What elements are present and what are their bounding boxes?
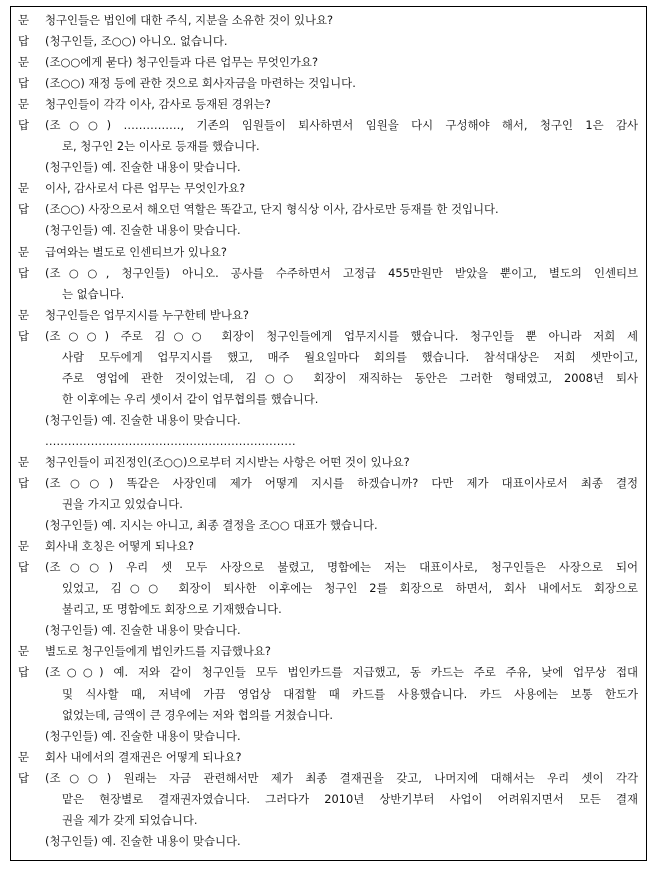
line-text: (조○○) 재정 등에 관한 것으로 회사자금을 마련하는 것입니다. (45, 76, 356, 91)
transcript-line (11, 536, 646, 557)
line-label: 답 (18, 560, 30, 575)
line-text: 별도로 청구인들에게 법인카드를 지급했나요? (45, 644, 271, 659)
transcript-line (11, 431, 646, 452)
transcript-line (11, 599, 646, 620)
transcript-line (11, 620, 646, 641)
transcript-line (11, 831, 646, 852)
transcript-line (11, 115, 646, 136)
transcript-line (11, 726, 646, 747)
line-text: (조○○) 우리 셋 모두 사장으로 불렸고, 명함에는 저는 대표이사로, 청구인들은 사장으로 되어 (45, 560, 638, 575)
line-text: 이사, 감사로서 다른 업무는 무엇인가요? (45, 181, 246, 196)
line-text: (청구인들, 조○○) 아니오. 없습니다. (45, 34, 228, 49)
transcript-line (11, 641, 646, 662)
line-label: 답 (18, 665, 30, 680)
transcript-line (11, 494, 646, 515)
line-text: 청구인들은 업무지시를 누구한테 받나요? (45, 307, 249, 322)
transcript-line (11, 368, 646, 389)
omission-dots: ………………………………………………………… (45, 433, 296, 448)
transcript-box (10, 6, 647, 861)
line-label: 문 (18, 181, 30, 196)
line-text: 불리고, 또 명함에도 회장으로 기재했습니다. (62, 602, 282, 617)
line-text: 로, 청구인 2는 이사로 등재를 했습니다. (62, 139, 260, 154)
line-label: 문 (18, 13, 30, 27)
line-label: 답 (18, 34, 30, 49)
line-text: 주로 영업에 관한 것이었는데, 김○○ 회장이 재직하는 동안은 그러한 형태였고, 2008년 퇴사 (62, 370, 638, 385)
line-label: 문 (18, 539, 30, 554)
transcript-line (11, 768, 646, 789)
transcript-line (11, 199, 646, 220)
transcript-line (11, 473, 646, 494)
line-text: 있었고, 김○○ 회장이 퇴사한 이후에는 청구인 2를 회장으로 하면서, 회사 내에서도 회장으로 (62, 581, 638, 596)
line-label: 문 (18, 307, 30, 322)
transcript-line (11, 747, 646, 768)
transcript-line (11, 810, 646, 831)
line-text: 급여와는 별도로 인센티브가 있나요? (45, 244, 227, 259)
line-text: 청구인들이 각각 이사, 감사로 등재된 경위는? (45, 97, 271, 112)
line-text: (조○○) 주로 김○○ 회장이 청구인들에게 업무지시를 했습니다. 청구인들 뿐 아니라 저희 세 (45, 328, 638, 343)
transcript-line (11, 242, 646, 263)
line-text: (조○○) 예. 저와 같이 청구인들 모두 법인카드를 지급했고, 동 카드는 주로 주유, 낮에 업무상 접대 (45, 665, 638, 680)
transcript-line (11, 789, 646, 810)
transcript-line (11, 578, 646, 599)
transcript-line (11, 347, 646, 368)
transcript-line (11, 515, 646, 536)
transcript-line (11, 31, 646, 52)
line-label: 문 (18, 749, 30, 764)
line-text: 및 식사할 때, 저녁에 가끔 영업상 대접할 때 카드를 사용했습니다. 카드 사용에는 보통 한도가 (62, 686, 638, 701)
line-label: 답 (18, 770, 30, 785)
line-label: 답 (18, 265, 30, 280)
transcript-line (11, 326, 646, 347)
transcript-line (11, 52, 646, 73)
line-text: 회사 내에서의 결재권은 어떻게 되나요? (45, 749, 242, 764)
transcript-line (11, 389, 646, 410)
line-label: 문 (18, 644, 30, 659)
line-label: 문 (18, 454, 30, 469)
line-label: 답 (18, 202, 30, 217)
line-text: (조○○) ……………, 기존의 임원들이 퇴사하면서 임원을 다시 구성해야 해서, 청구인 1은 감사 (45, 118, 638, 133)
line-label: 답 (18, 476, 30, 491)
line-text: 한 이후에는 우리 셋이서 같이 업무협의를 했습니다. (62, 391, 319, 406)
line-text: (청구인들) 예. 진술한 내용이 맞습니다. (45, 833, 241, 848)
transcript-line (11, 178, 646, 199)
line-text: (조○○, 청구인들) 아니오. 공사를 수주하면서 고정급 455만원만 받았을 뿐이고, 별도의 인센티브 (45, 265, 638, 280)
transcript-line (11, 452, 646, 473)
line-text: 회사내 호칭은 어떻게 되나요? (45, 539, 194, 554)
transcript-line (11, 410, 646, 431)
line-label: 답 (18, 328, 30, 343)
line-text: (조○○) 원래는 자금 관련해서만 제가 최종 결재권을 갖고, 나머지에 대해서는 우리 셋이 각각 (45, 770, 638, 785)
transcript-line (11, 662, 646, 683)
transcript-line (11, 684, 646, 705)
line-text: 청구인들이 피진정인(조○○)으로부터 지시받는 사항은 어떤 것이 있나요? (45, 454, 410, 469)
transcript-line (11, 220, 646, 241)
line-text: (청구인들) 예. 진술한 내용이 맞습니다. (45, 623, 241, 638)
line-text: 청구인들은 법인에 대한 주식, 지분을 소유한 것이 있나요? (45, 13, 334, 27)
line-text: 맡은 현장별로 결재권자였습니다. 그러다가 2010년 상반기부터 사업이 어려워지면서 모든 결재 (62, 791, 638, 806)
transcript-line (11, 157, 646, 178)
line-text: (청구인들) 예. 지시는 아니고, 최종 결정을 조○○ 대표가 했습니다. (45, 518, 378, 533)
transcript-line (11, 136, 646, 157)
line-label: 문 (18, 97, 30, 112)
line-label: 문 (18, 55, 30, 70)
line-text: 는 없습니다. (62, 286, 125, 301)
line-text: (청구인들) 예. 진술한 내용이 맞습니다. (45, 412, 241, 427)
transcript-line (11, 557, 646, 578)
line-text: 권을 가지고 있었습니다. (62, 497, 183, 512)
line-text: (조○○) 사장으로서 해오던 역할은 똑같고, 단지 형식상 이사, 감사로만 등재를 한 것입니다. (45, 202, 499, 217)
transcript-line (11, 705, 646, 726)
line-label: 답 (18, 76, 30, 91)
line-text: (조○○) 똑같은 사장인데 제가 어떻게 지시를 하겠습니까? 다만 제가 대표이사로서 최종 결정 (45, 476, 638, 491)
transcript-line (11, 10, 646, 31)
line-text: (조○○에게 묻다) 청구인들과 다른 업무는 무엇인가요? (45, 55, 318, 70)
line-text: (청구인들) 예. 진술한 내용이 맞습니다. (45, 223, 241, 238)
line-text: (청구인들) 예. 진술한 내용이 맞습니다. (45, 728, 241, 743)
transcript-line (11, 305, 646, 326)
line-text: 없었는데, 금액이 큰 경우에는 저와 협의를 거쳤습니다. (62, 707, 334, 722)
line-label: 문 (18, 244, 30, 259)
transcript-line (11, 284, 646, 305)
line-text: 사람 모두에게 업무지시를 했고, 매주 월요일마다 회의를 했습니다. 참석대상은 저희 셋만이고, (62, 349, 638, 364)
transcript-line (11, 263, 646, 284)
line-label: 답 (18, 118, 30, 133)
transcript-line (11, 94, 646, 115)
line-text: (청구인들) 예. 진술한 내용이 맞습니다. (45, 160, 241, 175)
line-text: 권을 제가 갖게 되었습니다. (62, 812, 198, 827)
transcript-line (11, 73, 646, 94)
